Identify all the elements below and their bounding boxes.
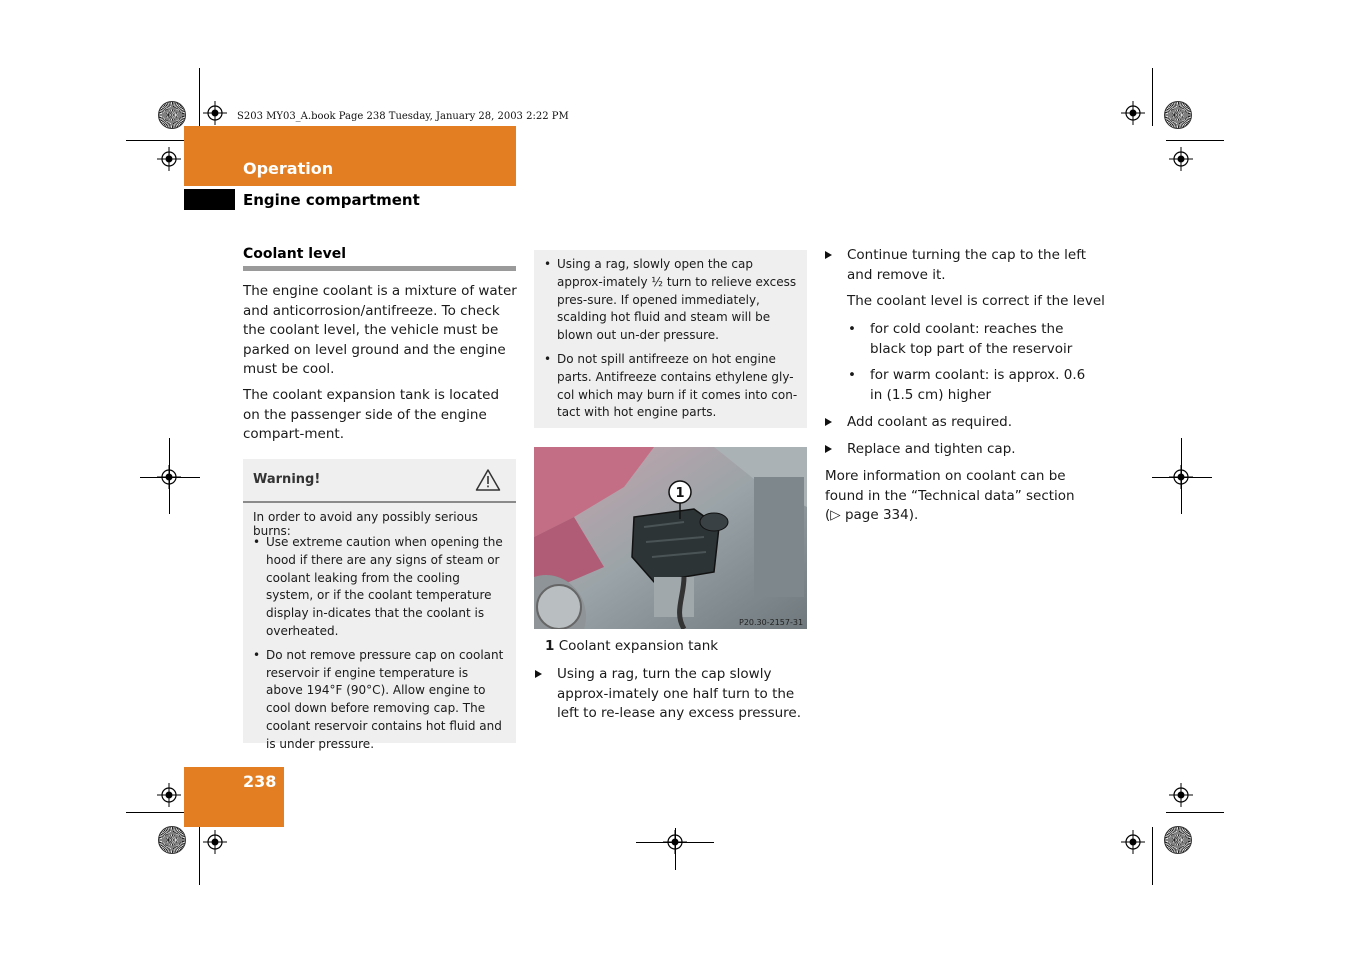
warning-list [243,534,508,760]
step-arrow-icon [825,251,832,259]
color-rosette-icon [1164,101,1192,129]
registration-mark-icon [1121,830,1145,854]
step-arrow-icon [535,670,542,678]
crop-mark [169,438,170,514]
figure-callout: 1 [675,486,685,501]
figure-caption [545,638,718,654]
section-title: Operation [243,159,334,178]
warning-triangle-icon [475,468,501,492]
caution-item: • Do not spill antifreeze on hot engine parts. Antifreeze contains ethylene gly-col which may burn if it comes into con-tact with hot engine parts. [534,351,802,422]
level-item: • for warm coolant: is approx. 0.6 in (1.5 cm) higher [870,366,1100,405]
warning-title: Warning! [253,472,321,487]
caption-text: Coolant expansion tank [558,638,719,654]
heading-rule [243,266,516,271]
crop-mark [1166,140,1224,141]
caption-number: 1 [545,638,555,654]
page-heading: Coolant level [243,246,347,262]
step-text: Replace and tighten cap. [847,441,1016,457]
warning-header [243,459,516,503]
caution-box [534,250,807,428]
subsection-marker [184,189,235,210]
crop-mark [1152,477,1212,478]
more-info [825,467,1105,526]
warning-intro: In order to avoid any possibly serious burns: [253,510,478,538]
intro-paragraph: The engine coolant is a mixture of water and anticorrosion/antifreeze. To check the coolant level, the vehicle must be parked on level ground and the engine must be cool. [243,283,517,378]
page-reference-link[interactable]: (▷ page 334). [825,507,919,524]
caution-list [534,256,802,428]
crop-mark [199,827,200,885]
warning-box [243,459,516,751]
warning-item: • Do not remove pressure cap on coolant reservoir if engine temperature is above 194°F (90°C). Allow engine to cool down before removing cap. The coolant reservoir contains hot fluid and is under pressure. [243,647,508,754]
registration-mark-icon [157,783,181,807]
crop-mark [1166,812,1224,813]
registration-mark-icon [157,147,181,171]
registration-mark-icon [1121,101,1145,125]
caution-item: • Using a rag, slowly open the cap approx-imately ½ turn to relieve excess pres-sure. If opened immediately, scalding hot fluid and steam will be blown out un-der pressure. [534,256,802,345]
level-intro: The coolant level is correct if the level [847,293,1105,309]
step-text: Continue turning the cap to the left and remove it. [847,247,1087,283]
crop-mark [1152,68,1153,126]
step-arrow-icon [825,445,832,453]
print-slug: S203 MY03_A.book Page 238 Tuesday, January 28, 2003 2:22 PM [237,111,569,122]
crop-mark [126,812,184,813]
registration-mark-icon [203,830,227,854]
page-number: 238 [243,772,277,791]
section-header-bar [184,126,516,186]
registration-mark-icon [1169,147,1193,171]
warning-item: • Use extreme caution when opening the hood if there are any signs of steam or coolant leaking from the cooling system, or if the coolant temperature display in-dicates that the coolant is overheated. [243,534,508,641]
color-rosette-icon [158,101,186,129]
step-text: Using a rag, turn the cap slowly approx-imately one half turn to the left to re-lease any excess pressure. [557,666,802,722]
subsection-title: Engine compartment [243,191,420,209]
registration-mark-icon [1169,783,1193,807]
crop-mark [1152,827,1153,885]
crop-mark [140,477,200,478]
step-arrow-icon [825,418,832,426]
color-rosette-icon [158,826,186,854]
more-info-text: More information on coolant can be found in the “Technical data” section [825,468,1075,504]
color-rosette-icon [1164,826,1192,854]
crop-mark [126,140,184,141]
crop-mark [675,828,676,870]
coolant-tank-photo [534,447,807,629]
crop-mark [199,68,200,126]
image-code: P20.30-2157-31 [739,618,804,627]
level-item: • for cold coolant: reaches the black top part of the reservoir [870,320,1100,359]
step-text: Add coolant as required. [847,414,1012,430]
registration-mark-icon [203,101,227,125]
location-paragraph: The coolant expansion tank is located on the passenger side of the engine compart-ment. [243,387,500,443]
crop-mark [1181,438,1182,514]
